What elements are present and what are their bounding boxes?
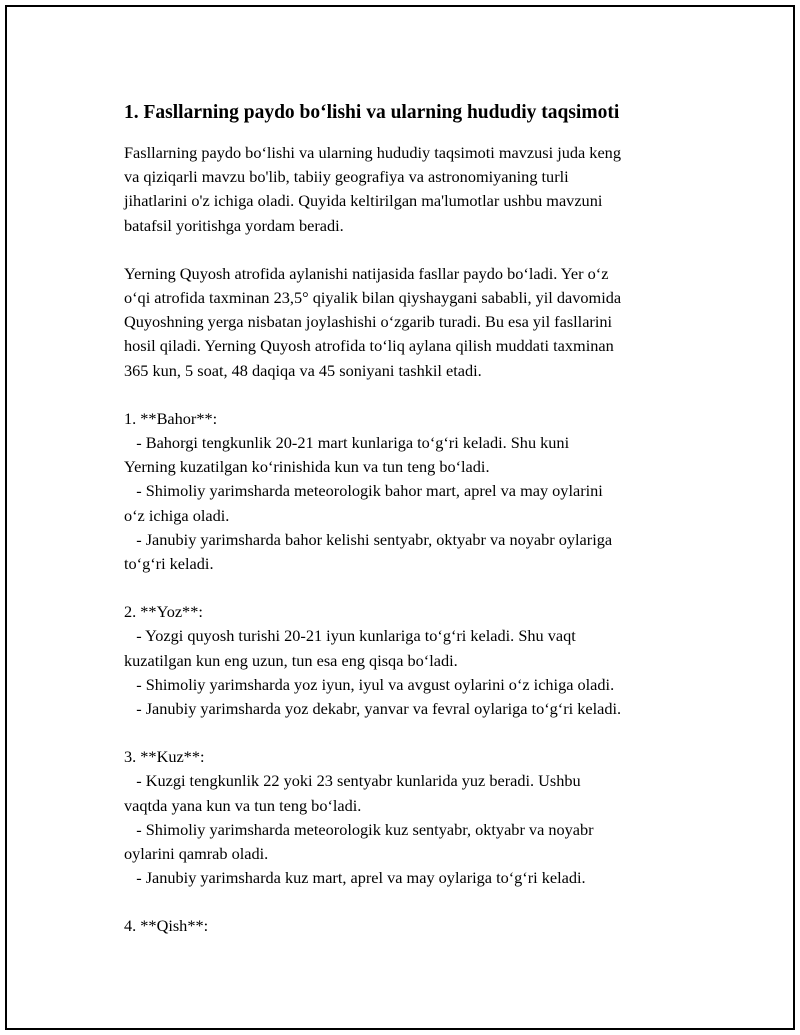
season-spring (119, 407, 699, 576)
season-line: vaqtda yana kun va tun teng bo‘ladi. (124, 795, 362, 815)
page-frame (5, 5, 795, 1030)
text-line: 365 kun, 5 soat, 48 daqiqa va 45 soniyani tashkil etadi. (124, 360, 482, 380)
season-line: oylarini qamrab oladi. (124, 844, 269, 864)
earth-orbit-paragraph (119, 262, 699, 383)
season-line: Yerning kuzatilgan ko‘rinishida kun va tun teng bo‘ladi. (124, 457, 490, 477)
season-line: - Bahorgi tengkunlik 20-21 mart kunlariga to‘g‘ri keladi. Shu kuni (124, 433, 570, 453)
text-line: o‘qi atrofida taxminan 23,5° qiyalik bilan qiyshaygani sababli, yil davomida (124, 288, 622, 308)
spacer (119, 127, 699, 141)
text-line: jihatlarini o'z ichiga oladi. Quyida keltirilgan ma'lumotlar ushbu mavzuni (124, 191, 603, 211)
spacer (119, 721, 699, 745)
text-line: Quyoshning yerga nisbatan joylashishi o‘zgarib turadi. Bu esa yil fasllarini (124, 312, 613, 332)
season-line: - Yozgi quyosh turishi 20-21 iyun kunlariga to‘g‘ri keladi. Shu vaqt (124, 626, 576, 646)
text-line: batafsil yoritishga yordam beradi. (124, 215, 344, 235)
season-line: - Janubiy yarimsharda yoz dekabr, yanvar va fevral oylariga to‘g‘ri keladi. (124, 699, 622, 719)
season-line: - Shimoliy yarimsharda meteorologik bahor mart, aprel va may oylarini (124, 481, 603, 501)
season-line: - Janubiy yarimsharda bahor kelishi sentyabr, oktyabr va noyabr oylariga (124, 529, 613, 549)
season-line: to‘g‘ri keladi. (124, 554, 214, 574)
season-line: o‘z ichiga oladi. (124, 505, 230, 525)
spacer (119, 383, 699, 407)
document-body (119, 99, 699, 939)
season-heading: 3. **Kuz**: (124, 747, 205, 767)
text-line: va qiziqarli mavzu bo'lib, tabiiy geografiya va astronomiyaning turli (124, 167, 569, 187)
season-summer (119, 600, 699, 721)
season-heading: 1. **Bahor**: (124, 408, 218, 428)
season-line: - Shimoliy yarimsharda yoz iyun, iyul va avgust oylarini o‘z ichiga oladi. (124, 674, 615, 694)
text-line: Fasllarning paydo bo‘lishi va ularning hududiy taqsimoti mavzusi juda keng (124, 143, 621, 162)
season-winter (119, 914, 699, 938)
season-heading: 2. **Yoz**: (124, 602, 203, 622)
season-heading: 4. **Qish**: (124, 916, 209, 936)
intro-paragraph (119, 141, 699, 238)
text-line: hosil qiladi. Yerning Quyosh atrofida to‘liq aylana qilish muddati taxminan (124, 336, 614, 356)
spacer (119, 238, 699, 262)
spacer (119, 576, 699, 600)
season-line: - Kuzgi tengkunlik 22 yoki 23 sentyabr kunlarida yuz beradi. Ushbu (124, 771, 581, 791)
document-title: 1. Fasllarning paydo bo‘lishi va ularning hududiy taqsimoti (124, 102, 620, 123)
season-line: kuzatilgan kun eng uzun, tun esa eng qisqa bo‘ladi. (124, 650, 458, 670)
season-line: - Shimoliy yarimsharda meteorologik kuz sentyabr, oktyabr va noyabr (124, 819, 594, 839)
text-line: Yerning Quyosh atrofida aylanishi natijasida fasllar paydo bo‘ladi. Yer o‘z (124, 263, 609, 283)
season-autumn (119, 745, 699, 890)
season-line: - Janubiy yarimsharda kuz mart, aprel va may oylariga to‘g‘ri keladi. (124, 868, 586, 888)
spacer (119, 890, 699, 914)
